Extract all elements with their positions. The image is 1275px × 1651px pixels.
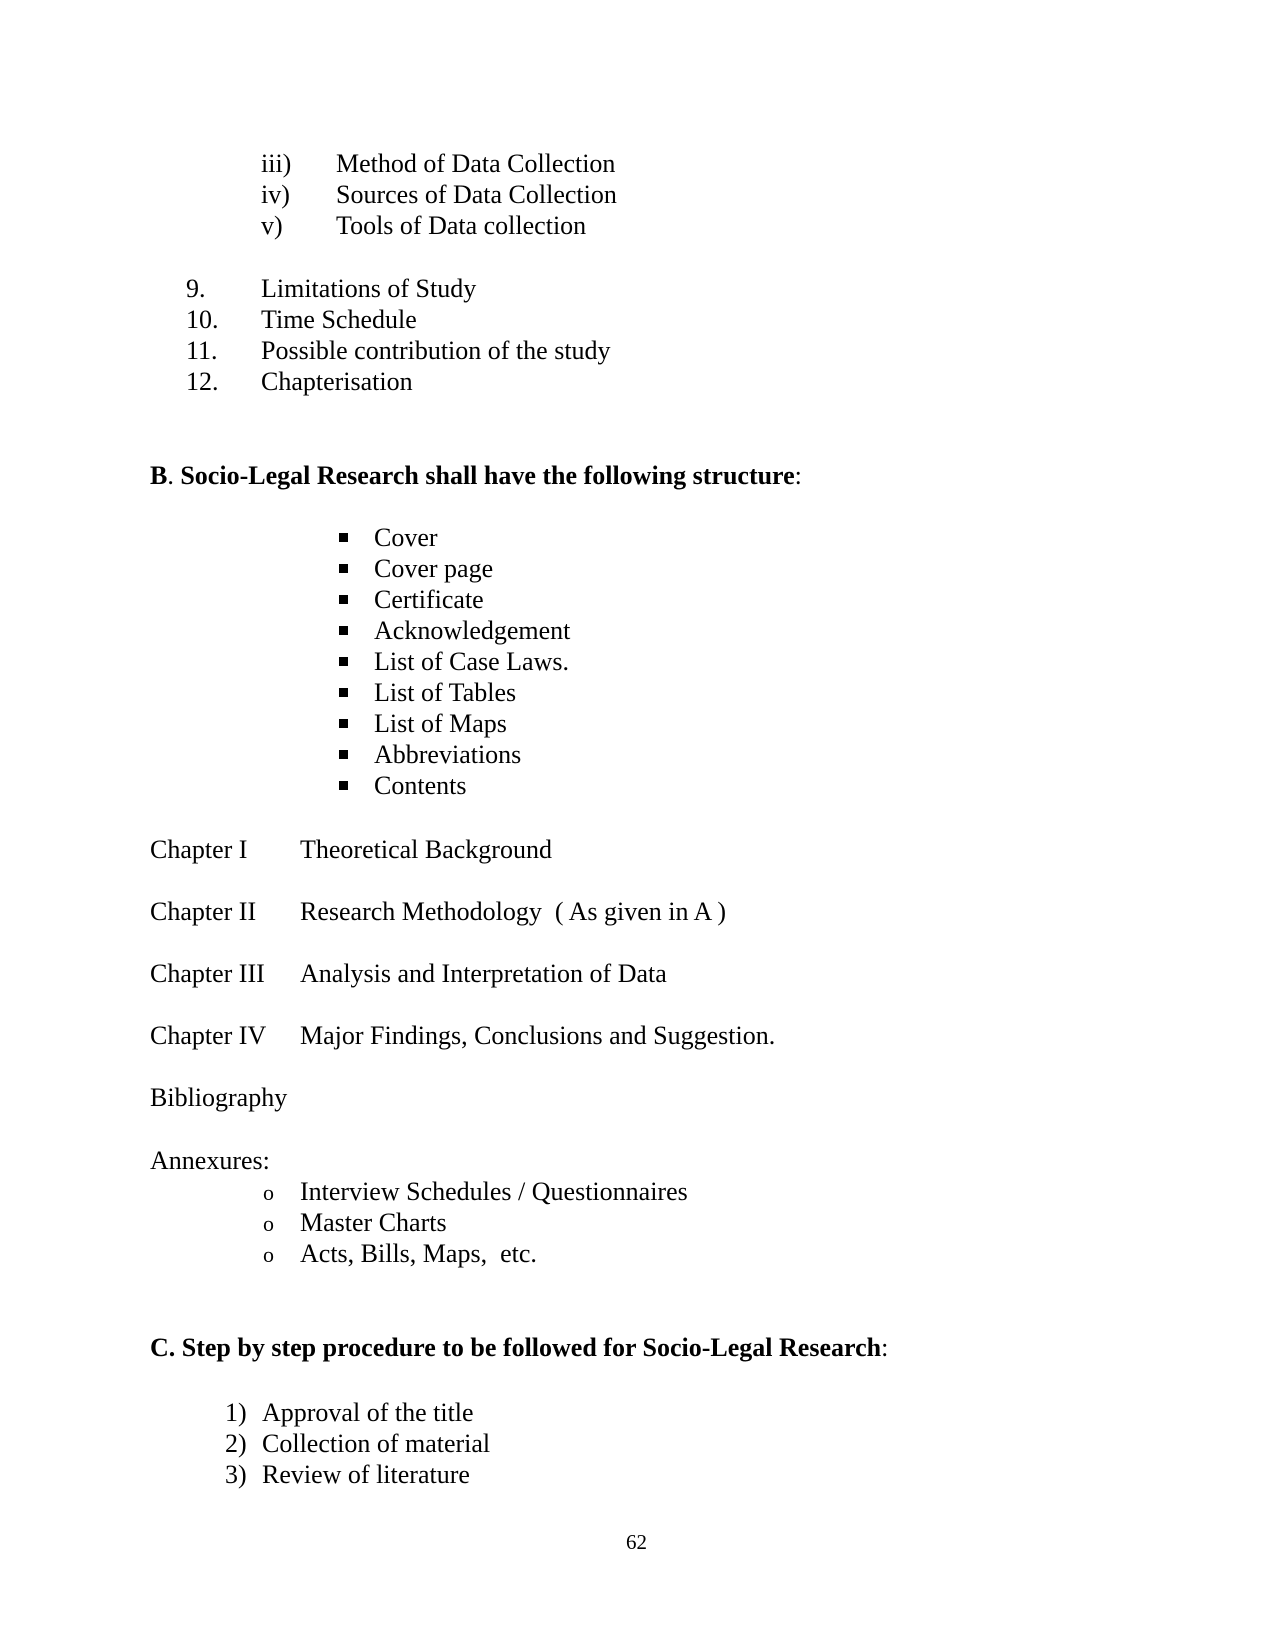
structure-item: List of Case Laws.	[374, 647, 569, 676]
structure-item: Cover page	[374, 554, 494, 583]
square-bullet-icon	[339, 657, 348, 666]
section-title: C. Step by step procedure to be followed for Socio-Legal Research	[150, 1333, 882, 1362]
circle-bullet-icon: o	[263, 1180, 274, 1205]
list-item: Chapterisation	[261, 367, 413, 396]
structure-item: Cover	[374, 523, 438, 552]
structure-item: List of Tables	[374, 678, 517, 707]
chapter-title: Analysis and Interpretation of Data	[300, 959, 667, 988]
step-marker: 3)	[225, 1460, 247, 1489]
section-letter: B	[150, 461, 168, 490]
subitem-text: Method of Data Collection	[336, 149, 616, 178]
step-marker: 2)	[225, 1429, 247, 1458]
subitem-text: Tools of Data collection	[336, 211, 587, 240]
subitem-marker: iv)	[261, 180, 290, 209]
step-item: Collection of material	[262, 1429, 491, 1458]
square-bullet-icon	[339, 533, 348, 542]
list-marker: 9.	[186, 274, 206, 303]
square-bullet-icon	[339, 626, 348, 635]
square-bullet-icon	[339, 781, 348, 790]
structure-item: Contents	[374, 771, 467, 800]
list-item: Possible contribution of the study	[261, 336, 611, 365]
annexure-item: Interview Schedules / Questionnaires	[300, 1177, 688, 1206]
subitem-marker: v)	[261, 211, 283, 240]
annexures-heading: Annexures:	[150, 1146, 270, 1175]
chapter-title: Research Methodology ( As given in A )	[300, 897, 727, 926]
annexure-item: Master Charts	[300, 1208, 447, 1237]
square-bullet-icon	[339, 595, 348, 604]
section-title: Socio-Legal Research shall have the following structure	[173, 461, 795, 490]
section-b-heading	[150, 460, 802, 491]
square-bullet-icon	[339, 688, 348, 697]
square-bullet-icon	[339, 750, 348, 759]
list-item: Time Schedule	[261, 305, 417, 334]
page-number: 62	[626, 1530, 647, 1554]
list-item: Limitations of Study	[261, 274, 477, 303]
step-item: Approval of the title	[262, 1398, 474, 1427]
subitem-text: Sources of Data Collection	[336, 180, 617, 209]
step-item: Review of literature	[262, 1460, 470, 1489]
structure-item: Abbreviations	[374, 740, 522, 769]
step-marker: 1)	[225, 1398, 247, 1427]
list-marker: 12.	[186, 367, 219, 396]
circle-bullet-icon: o	[263, 1242, 274, 1267]
list-marker: 10.	[186, 305, 219, 334]
chapter-label: Chapter IV	[150, 1021, 267, 1050]
chapter-label: Chapter I	[150, 835, 248, 864]
subitem-marker: iii)	[261, 149, 292, 178]
section-c-heading	[150, 1332, 888, 1363]
section-colon: :	[881, 1333, 889, 1362]
circle-bullet-icon: o	[263, 1211, 274, 1236]
square-bullet-icon	[339, 564, 348, 573]
bibliography-heading: Bibliography	[150, 1083, 288, 1112]
chapter-label: Chapter III	[150, 959, 265, 988]
chapter-title: Theoretical Background	[300, 835, 552, 864]
square-bullet-icon	[339, 719, 348, 728]
chapter-label: Chapter II	[150, 897, 257, 926]
chapter-title: Major Findings, Conclusions and Suggestion.	[300, 1021, 776, 1050]
list-marker: 11.	[186, 336, 218, 365]
structure-item: List of Maps	[374, 709, 507, 738]
annexure-item: Acts, Bills, Maps, etc.	[300, 1239, 537, 1268]
structure-item: Certificate	[374, 585, 484, 614]
structure-item: Acknowledgement	[374, 616, 571, 645]
section-sep: .	[167, 461, 174, 490]
section-colon: :	[794, 461, 802, 490]
